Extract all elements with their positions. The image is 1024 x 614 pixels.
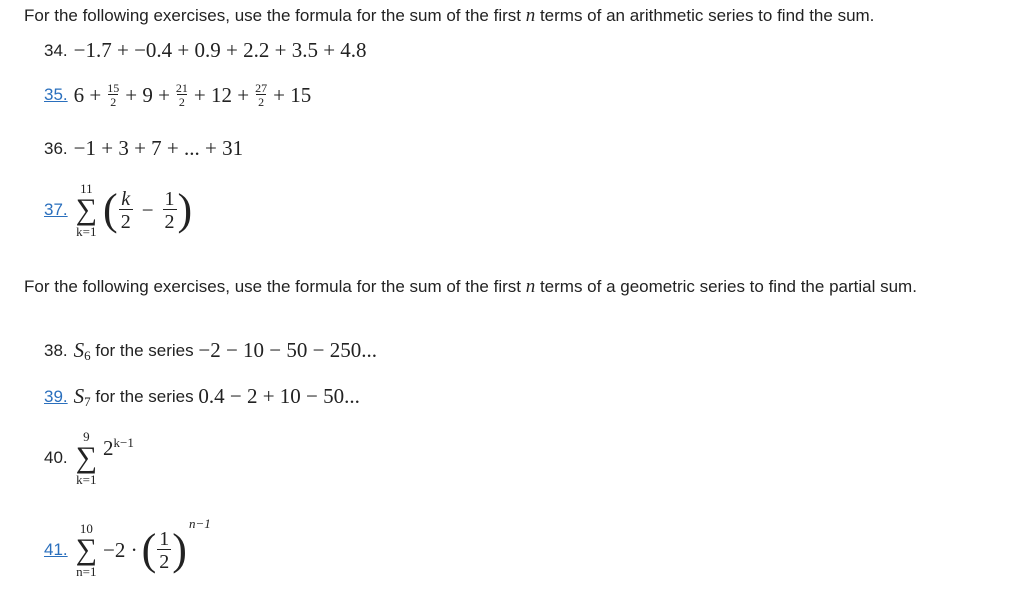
term: + 12 + — [193, 82, 250, 107]
partial-sum-index: 6 — [84, 347, 91, 363]
power — [103, 436, 134, 461]
upper-limit: 11 — [80, 181, 93, 196]
power-base: 2 — [103, 435, 114, 460]
term: + 15 — [273, 82, 312, 107]
exercise-text: for the series — [90, 340, 199, 360]
fraction — [105, 82, 121, 108]
exercise-37 — [44, 182, 192, 238]
exercise-38 — [44, 338, 377, 363]
exercise-expression: −1.7 + −0.4 + 0.9 + 2.2 + 3.5 + 4.8 — [73, 38, 367, 62]
exercise-link[interactable]: 35. — [44, 85, 68, 104]
power-exponent: n−1 — [188, 516, 211, 531]
exercise-number: 36. — [44, 138, 68, 158]
instruction-text-end: terms of a geometric series to find the partial sum. — [535, 277, 917, 296]
exercise-link[interactable]: 39. — [44, 386, 68, 406]
minus-sign: − — [141, 197, 154, 222]
right-paren: ) — [172, 525, 187, 574]
numerator: 1 — [159, 527, 170, 550]
numerator: 15 — [107, 81, 120, 95]
left-paren: ( — [141, 525, 157, 574]
instruction-variable: n — [525, 5, 536, 26]
power-exponent: k−1 — [113, 434, 134, 450]
instruction-text: For the following exercises, use the formula for the sum of the first — [24, 6, 526, 25]
denominator: 2 — [159, 550, 170, 573]
fraction — [253, 82, 269, 108]
denominator: 2 — [120, 210, 131, 233]
exercise-40 — [44, 430, 134, 486]
fraction — [163, 189, 177, 232]
exercise-link[interactable]: 41. — [44, 540, 68, 559]
numerator: 27 — [255, 81, 268, 95]
partial-sum-symbol: S — [73, 338, 85, 362]
lower-limit: k=1 — [76, 224, 97, 239]
term: + 9 + — [125, 82, 170, 107]
partial-sum-symbol: S — [73, 384, 85, 408]
fraction — [174, 82, 190, 108]
instruction-text: For the following exercises, use the formula for the sum of the first — [24, 277, 526, 296]
upper-limit: 10 — [79, 521, 93, 536]
instruction-text-end: terms of an arithmetic series to find the sum. — [535, 6, 875, 25]
sigma-symbol: ∑ — [75, 441, 98, 474]
fraction — [119, 189, 133, 232]
numerator: 1 — [164, 187, 175, 210]
summation — [76, 182, 97, 238]
fraction — [157, 529, 171, 572]
exercise-39 — [44, 384, 360, 409]
exercise-41 — [44, 516, 211, 579]
exercise-expression: 0.4 − 2 + 10 − 50... — [198, 384, 360, 408]
denominator: 2 — [258, 95, 265, 109]
exercise-number: 34. — [44, 40, 68, 60]
lower-limit: n=1 — [76, 564, 97, 579]
partial-sum-index: 7 — [84, 393, 91, 409]
exercise-text: for the series — [90, 386, 199, 406]
sigma-symbol: ∑ — [75, 533, 98, 566]
exercise-expression: −2 − 10 − 50 − 250... — [198, 338, 377, 362]
exercise-expression: −1 + 3 + 7 + ... + 31 — [73, 136, 244, 160]
exercise-34 — [44, 38, 367, 63]
numerator: k — [121, 187, 131, 210]
arithmetic-instructions — [24, 2, 999, 30]
denominator: 2 — [164, 210, 175, 233]
left-paren: ( — [103, 185, 118, 234]
exercise-36 — [44, 136, 243, 161]
geometric-instructions — [24, 273, 999, 301]
upper-limit: 9 — [83, 429, 90, 444]
denominator: 2 — [110, 95, 117, 109]
term: 6 + — [73, 82, 102, 107]
numerator: 21 — [175, 81, 188, 95]
exercise-35 — [44, 82, 311, 108]
lower-limit: k=1 — [76, 472, 97, 487]
right-paren: ) — [177, 185, 193, 234]
exercise-number: 40. — [44, 448, 68, 467]
summation — [76, 522, 97, 578]
exercise-link[interactable]: 37. — [44, 200, 68, 219]
sigma-symbol: ∑ — [75, 193, 98, 226]
coefficient: −2 · — [103, 537, 138, 562]
instruction-variable: n — [525, 276, 536, 297]
summation — [76, 430, 97, 486]
exercise-number: 38. — [44, 340, 68, 360]
denominator: 2 — [178, 95, 185, 109]
